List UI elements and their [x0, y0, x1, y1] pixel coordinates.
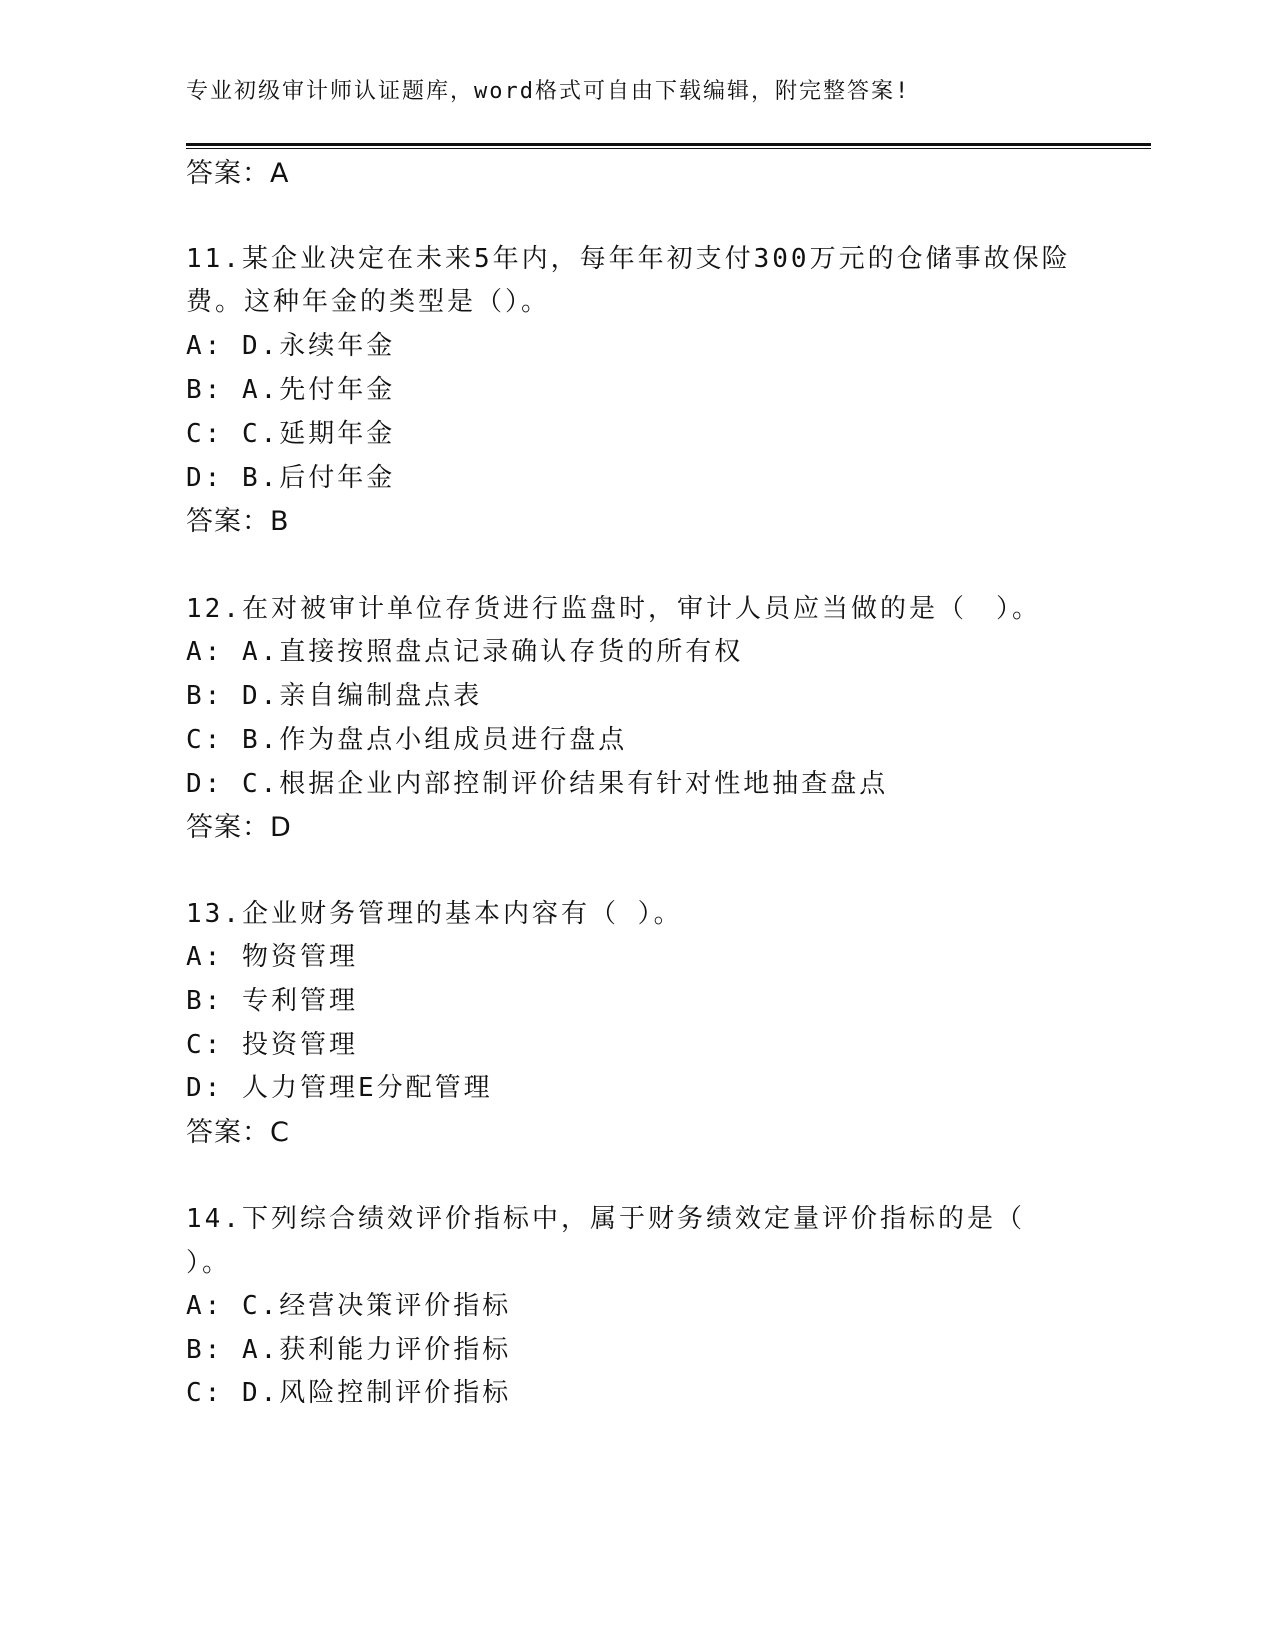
- question-13-option-a: A: 物资管理: [186, 942, 358, 972]
- answer-q11: 答案：B: [186, 506, 290, 537]
- question-12-option-d: D: C.根据企业内部控制评价结果有针对性地抽查盘点: [186, 769, 889, 799]
- question-12-option-b: B: D.亲自编制盘点表: [186, 681, 483, 711]
- answer-q13: 答案：C: [186, 1117, 290, 1148]
- question-14-stem-line-2: ）。: [186, 1248, 232, 1278]
- question-13-option-b: B: 专利管理: [186, 986, 358, 1016]
- header-rule-thin: [186, 148, 1151, 149]
- question-11-stem-line-1: 11.某企业决定在未来5年内，每年年初支付300万元的仓储事故保险: [186, 244, 1071, 274]
- question-11-option-c: C: C.延期年金: [186, 419, 396, 449]
- question-14-option-a: A: C.经营决策评价指标: [186, 1291, 512, 1321]
- header-rule-thick: [186, 143, 1151, 146]
- question-13-option-c: C: 投资管理: [186, 1030, 358, 1060]
- question-14-option-c: C: D.风险控制评价指标: [186, 1378, 512, 1408]
- question-13-option-d: D: 人力管理E分配管理: [186, 1073, 493, 1103]
- page-header: 专业初级审计师认证题库，word格式可自由下载编辑，附完整答案!: [186, 79, 911, 104]
- question-11-option-d: D: B.后付年金: [186, 463, 396, 493]
- question-12-stem-line-1: 12.在对被审计单位存货进行监盘时，审计人员应当做的是（ ）。: [186, 594, 1041, 624]
- answer-q10: 答案：A: [186, 158, 290, 189]
- question-14-stem-line-1: 14.下列综合绩效评价指标中，属于财务绩效定量评价指标的是（: [186, 1204, 1025, 1234]
- question-12-option-c: C: B.作为盘点小组成员进行盘点: [186, 725, 628, 755]
- question-11-option-a: A: D.永续年金: [186, 331, 396, 361]
- question-14-option-b: B: A.获利能力评价指标: [186, 1335, 512, 1365]
- question-11-option-b: B: A.先付年金: [186, 375, 396, 405]
- question-12-option-a: A: A.直接按照盘点记录确认存货的所有权: [186, 637, 744, 667]
- question-11-stem-line-2: 费。这种年金的类型是（）。: [186, 287, 551, 317]
- question-13-stem-line-1: 13.企业财务管理的基本内容有（ ）。: [186, 899, 683, 929]
- answer-q12: 答案：D: [186, 812, 292, 843]
